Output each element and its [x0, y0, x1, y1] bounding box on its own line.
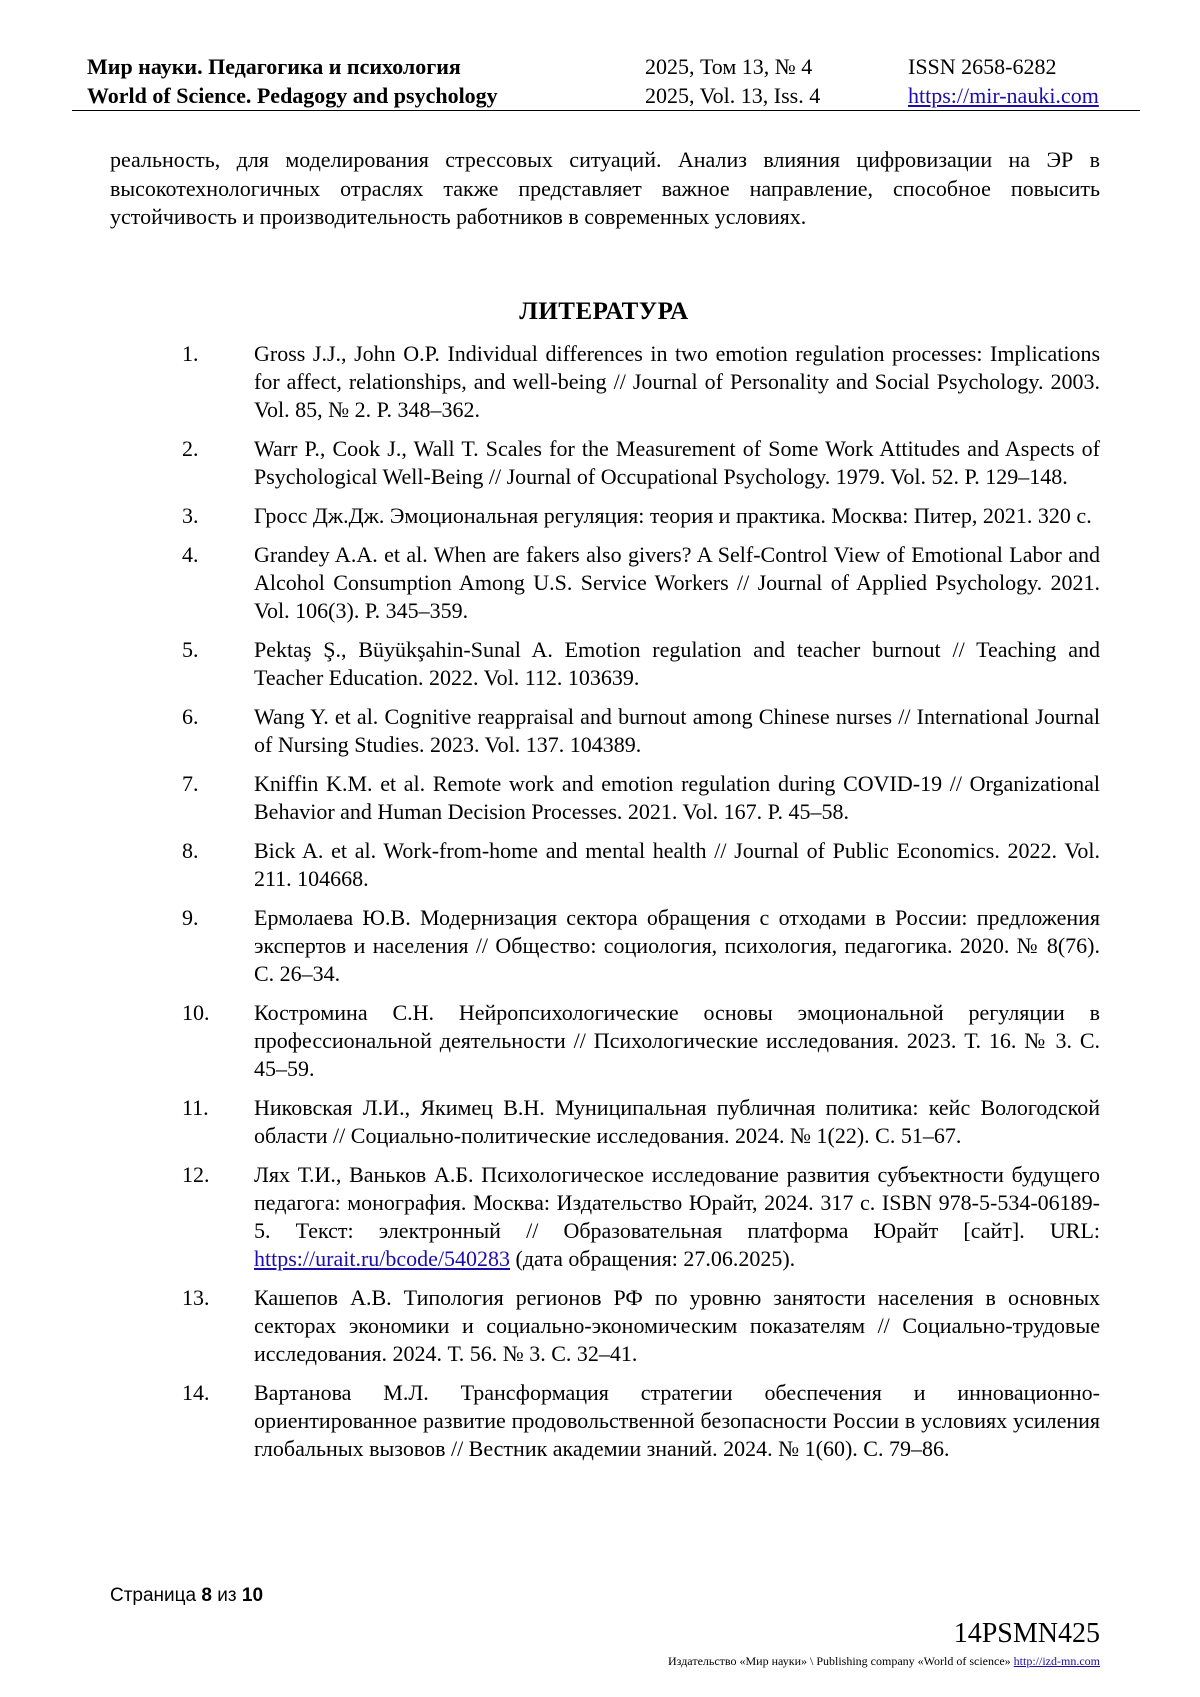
- reference-text: Костромина С.Н. Нейропсихологические основы эмоциональной регуляции в профессиональной деятельности // Психологические исследования. 2023. Т. 16. № 3. С. 45–59.: [254, 1000, 1100, 1081]
- issn-block: [908, 52, 1099, 110]
- reference-text: Kniffin K.M. et al. Remote work and emotion regulation during COVID-19 // Organizational Behavior and Human Decision Processes. 2021. Vol. 167. P. 45–58.: [254, 771, 1100, 824]
- site-link[interactable]: https://mir-nauki.com: [908, 83, 1099, 108]
- intro-paragraph: реальность, для моделирования стрессовых ситуаций. Анализ влияния цифровизации на ЭР в высокотехнологичных отраслях также представляет важное направление, способное повысить устойчивость и производительность работников в современных условиях.: [110, 147, 1100, 229]
- reference-text: Gross J.J., John O.P. Individual differences in two emotion regulation processes: Implications for affect, relationships, and well-being // Journal of Personality and Social Psychology. 2003. Vol. 85, № 2. P. 348–362.: [254, 341, 1100, 422]
- publisher-link[interactable]: http://izd-mn.com: [1013, 1654, 1100, 1668]
- journal-header: [72, 52, 1140, 111]
- reference-number: 2.: [182, 436, 199, 461]
- reference-number: 4.: [182, 542, 199, 567]
- issue-en: 2025, Vol. 13, Iss. 4: [645, 83, 821, 108]
- journal-title-block: [87, 52, 498, 110]
- reference-number: 8.: [182, 838, 199, 863]
- reference-number: 11.: [182, 1095, 209, 1120]
- reference-item: [182, 999, 1100, 1083]
- publisher-text: Издательство «Мир науки» \ Publishing company «World of science»: [668, 1654, 1011, 1668]
- reference-text: Вартанова М.Л. Трансформация стратегии обеспечения и инновационно-ориентированное развитие продовольственной безопасности России в условиях усиления глобальных вызовов // Вестник академии знаний. 2024. № 1(60). С. 79–86.: [254, 1380, 1100, 1461]
- reference-item: [182, 770, 1100, 826]
- reference-number: 14.: [182, 1380, 210, 1405]
- page-total: 10: [241, 1585, 264, 1606]
- reference-text: Wang Y. et al. Cognitive reappraisal and burnout among Chinese nurses // International Journal of Nursing Studies. 2023. Vol. 137. 104389.: [254, 704, 1100, 757]
- reference-number: 1.: [182, 341, 199, 366]
- reference-item: [182, 636, 1100, 692]
- page-current: 8: [201, 1585, 212, 1606]
- reference-item: [182, 1161, 1100, 1273]
- reference-item: [182, 837, 1100, 893]
- reference-number: 13.: [182, 1285, 210, 1310]
- reference-item: [182, 1379, 1100, 1463]
- page-of: из: [217, 1585, 237, 1606]
- issue-ru: 2025, Том 13, № 4: [645, 54, 813, 79]
- reference-item: [182, 904, 1100, 988]
- page-indicator: [110, 1585, 263, 1607]
- reference-text: Ермолаева Ю.В. Модернизация сектора обращения с отходами в России: предложения экспертов и населения // Общество: социология, психология, педагогика. 2020. № 8(76). С. 26–34.: [254, 905, 1100, 986]
- reference-item: [182, 703, 1100, 759]
- issn: ISSN 2658-6282: [908, 54, 1057, 79]
- reference-item: [182, 1094, 1100, 1150]
- reference-text: Никовская Л.И., Якимец В.Н. Муниципальная публичная политика: кейс Вологодской области // Социально-политические исследования. 2024. № 1(22). С. 51–67.: [254, 1095, 1100, 1148]
- reference-number: 9.: [182, 905, 199, 930]
- issue-block: [645, 52, 820, 110]
- journal-title-en: World of Science. Pedagogy and psychology: [87, 83, 498, 108]
- reference-number: 3.: [182, 503, 199, 528]
- reference-number: 12.: [182, 1162, 210, 1187]
- reference-text: Лях Т.И., Ваньков А.Б. Психологическое исследование развития субъектности будущего педагога: монография. Москва: Издательство Юрайт, 2024. 317 с. ISBN 978-5-534-06189-5. Текст: электронный // Образовательная платформа Юрайт [сайт]. URL:: [254, 1162, 1100, 1243]
- references-list: [182, 340, 1100, 1474]
- reference-text: Кашепов А.В. Типология регионов РФ по уровню занятости населения в основных секторах экономики и социально-экономическим показателям // Социально-трудовые исследования. 2024. Т. 56. № 3. С. 32–41.: [254, 1285, 1100, 1366]
- reference-text: Grandey A.A. et al. When are fakers also givers? A Self-Control View of Emotional Labor and Alcohol Consumption Among U.S. Service Workers // Journal of Applied Psychology. 2021. Vol. 106(3). P. 345–359.: [254, 542, 1100, 623]
- references-heading: ЛИТЕРАТУРА: [519, 298, 689, 325]
- reference-item: [182, 502, 1100, 530]
- reference-item: [182, 541, 1100, 625]
- reference-number: 7.: [182, 771, 199, 796]
- reference-number: 10.: [182, 1000, 210, 1025]
- page-label: Страница: [110, 1585, 197, 1606]
- article-code: 14PSMN425: [953, 1618, 1100, 1649]
- publisher-line: [668, 1654, 1100, 1669]
- reference-text: Гросс Дж.Дж. Эмоциональная регуляция: теория и практика. Москва: Питер, 2021. 320 с.: [254, 503, 1092, 528]
- reference-item: [182, 435, 1100, 491]
- reference-text-after: (дата обращения: 27.06.2025).: [510, 1246, 796, 1271]
- reference-text: Warr P., Cook J., Wall T. Scales for the Measurement of Some Work Attitudes and Aspects of Psychological Well-Being // Journal of Occupational Psychology. 1979. Vol. 52. P. 129–148.: [254, 436, 1100, 489]
- journal-title-ru: Мир науки. Педагогика и психология: [87, 54, 461, 79]
- reference-number: 6.: [182, 704, 199, 729]
- reference-text: Pektaş Ş., Büyükşahin-Sunal A. Emotion regulation and teacher burnout // Teaching and Teacher Education. 2022. Vol. 112. 103639.: [254, 637, 1100, 690]
- reference-item: [182, 340, 1100, 424]
- reference-link[interactable]: https://urait.ru/bcode/540283: [254, 1246, 511, 1271]
- reference-text: Bick A. et al. Work-from-home and mental health // Journal of Public Economics. 2022. Vol. 211. 104668.: [254, 838, 1100, 891]
- reference-number: 5.: [182, 637, 199, 662]
- reference-item: [182, 1284, 1100, 1368]
